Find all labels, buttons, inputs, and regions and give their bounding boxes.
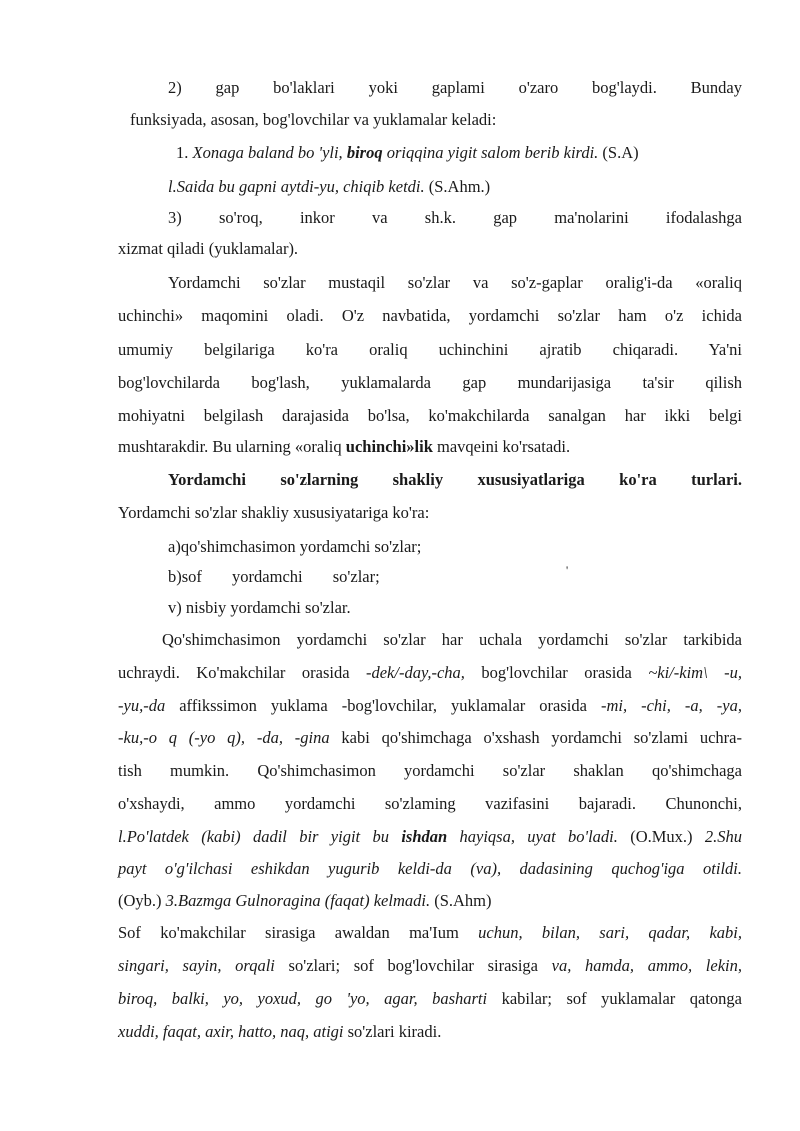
- text-segment: umumiy belgilariga ko'ra oraliq uchinchini ajratib chiqaradi. Ya'ni: [118, 340, 742, 359]
- text-segment: xuddi, faqat, axir, hatto, naq, atigi: [118, 1022, 344, 1041]
- text-segment: uchun, bilan, sari, qadar, kabi,: [478, 923, 743, 942]
- text-line: [118, 890, 492, 912]
- text-segment: (S.A): [598, 143, 639, 162]
- text-segment: (S.Ahm.): [424, 177, 491, 196]
- text-segment: xizmat qiladi (yuklamalar).: [118, 239, 299, 258]
- text-segment: b)sof yordamchi so'zlar;: [168, 567, 380, 586]
- text-segment: 3) so'roq, inkor va sh.k. gap ma'nolarini ifodalashga: [168, 208, 742, 227]
- text-segment: 3.Bazmga Gulnoragina (faqat) kelmadi.: [165, 891, 431, 910]
- text-segment: mushtarakdir. Bu ularning «oraliq: [118, 437, 346, 456]
- text-line: [118, 988, 742, 1010]
- text-line: [130, 109, 496, 131]
- stray-mark: ': [566, 563, 569, 577]
- text-line: [118, 955, 742, 977]
- text-line: [118, 727, 742, 749]
- text-line: [118, 502, 429, 524]
- text-segment: Qo'shimchasimon yordamchi so'zlar har uchala yordamchi so'zlar tarkibida: [162, 630, 742, 649]
- text-segment: uchinchi» maqomini oladi. O'z navbatida, yordamchi so'zlar ham o'z ichida: [118, 306, 742, 325]
- text-line: [168, 176, 490, 198]
- text-line: [118, 826, 742, 848]
- text-segment: l.Po'latdek (kabi) dadil bir yigit bu: [118, 827, 402, 846]
- text-segment: -ku,-o q (-yo q), -da, -gina: [118, 728, 330, 747]
- text-segment: uchraydi. Ko'makchilar orasida: [118, 663, 366, 682]
- text-segment: 2.Shu: [704, 827, 743, 846]
- text-line: [118, 760, 742, 782]
- text-line: [118, 1021, 441, 1043]
- text-segment: -mi, -chi, -a, -ya,: [600, 696, 742, 715]
- text-segment: funksiyada, asosan, bog'lovchilar va yuklamalar keladi:: [130, 110, 497, 129]
- text-segment: 2) gap bo'laklari yoki gaplami o'zaro bog'laydi. Bunday: [168, 78, 742, 97]
- text-segment: Yordamchi so'zlar shakliy xususiyatariga ko'ra:: [118, 503, 430, 522]
- text-line: [118, 858, 742, 880]
- text-segment: biroq, balki, yo, yoxud, go 'yo, agar, basharti: [118, 989, 488, 1008]
- text-segment: bog'lovchilar orasida: [464, 663, 649, 682]
- text-segment: mavqeini ko'rsatadi.: [432, 437, 571, 456]
- text-segment: -yu,-da: [118, 696, 166, 715]
- text-segment: bog'lovchilarda bog'lash, yuklamalarda gap mundarijasiga ta'sir qilish: [118, 373, 742, 392]
- text-segment: biroq: [346, 143, 383, 162]
- text-segment: so'zlari kiradi.: [343, 1022, 442, 1041]
- text-segment: uchinchi»lik: [345, 437, 433, 456]
- text-segment: mohiyatni belgilash darajasida bo'lsa, ko'makchilarda sanalgan har ikki belgi: [118, 406, 742, 425]
- text-line: [176, 142, 639, 164]
- text-segment: Xonaga baland bo 'yli,: [192, 143, 347, 162]
- text-line: [118, 436, 570, 458]
- text-segment: oriqqina yigit salom berib kirdi.: [382, 143, 599, 162]
- text-segment: kabi qo'shimchaga o'xshash yordamchi so'zlami uchra-: [329, 728, 742, 747]
- text-line: [162, 629, 742, 651]
- text-segment: Yordamchi so'zlar mustaqil so'zlar va so'z-gaplar oralig'i-da «oraliq: [168, 273, 742, 292]
- list-item: [168, 597, 351, 619]
- text-line: [118, 922, 742, 944]
- text-segment: a)qo'shimchasimon yordamchi so'zlar;: [168, 537, 422, 556]
- text-line: [118, 793, 742, 815]
- text-segment: va, hamda, ammo, lekin,: [551, 956, 742, 975]
- text-segment: -dek/-day,-cha,: [365, 663, 465, 682]
- text-segment: kabilar; sof yuklamalar qatonga: [487, 989, 742, 1008]
- text-segment: l.Saida bu gapni aytdi-yu, chiqib ketdi.: [168, 177, 425, 196]
- text-segment: singari, sayin, orqali: [118, 956, 275, 975]
- list-item: [168, 536, 421, 558]
- text-segment: (Oyb.): [118, 891, 166, 910]
- text-line: [118, 339, 742, 361]
- text-segment: hayiqsa, uyat bo'ladi.: [447, 827, 618, 846]
- text-segment: payt o'g'ilchasi eshikdan yugurib keldi-da (va), dadasining quchog'iga otildi.: [118, 859, 742, 878]
- text-segment: ishdan: [401, 827, 448, 846]
- text-line: [118, 662, 742, 684]
- text-segment: Sof ko'makchilar sirasiga awaldan ma'Ium: [118, 923, 479, 942]
- text-segment: 1.: [176, 143, 193, 162]
- text-line: [118, 405, 742, 427]
- text-segment: affikssimon yuklama -bog'lovchilar, yuklamalar orasida: [165, 696, 601, 715]
- text-segment: so'zlari; sof bog'lovchilar sirasiga: [274, 956, 552, 975]
- text-segment: (S.Ahm): [430, 891, 492, 910]
- text-line: [118, 695, 742, 717]
- text-line: [168, 207, 742, 229]
- text-segment: Yordamchi so'zlarning shakliy xususiyatlariga ko'ra turlari.: [168, 470, 742, 489]
- text-segment: o'xshaydi, ammo yordamchi so'zlaming vazifasini bajaradi. Chunonchi,: [118, 794, 742, 813]
- text-segment: tish mumkin. Qo'shimchasimon yordamchi so'zlar shaklan qo'shimchaga: [118, 761, 742, 780]
- section-heading: [168, 469, 742, 491]
- list-item: [168, 566, 380, 588]
- text-line: [118, 305, 742, 327]
- text-line: [168, 272, 742, 294]
- text-line: [118, 372, 742, 394]
- text-line: [168, 77, 742, 99]
- text-segment: ~ki/-kim\ -u,: [648, 663, 742, 682]
- text-segment: (O.Mux.): [617, 827, 705, 846]
- text-line: [118, 238, 298, 260]
- text-segment: v) nisbiy yordamchi so'zlar.: [168, 598, 351, 617]
